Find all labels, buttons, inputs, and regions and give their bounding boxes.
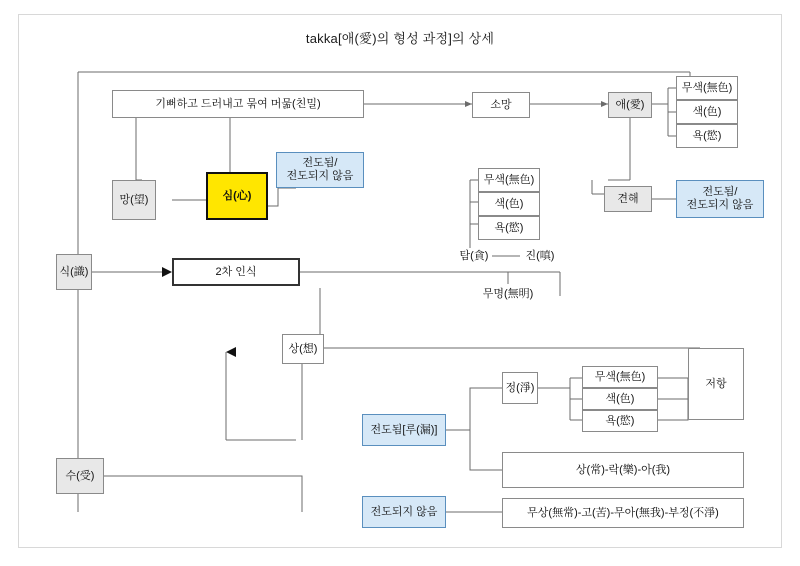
node-label: 심(心): [222, 189, 252, 202]
node-musaek-mid[interactable]: [478, 168, 540, 192]
node-label: 욕(慾): [692, 129, 722, 142]
node-label: 기뻐하고 드러내고 묶여 머묾(친밀): [155, 97, 321, 110]
node-label: 색(色): [692, 105, 722, 118]
node-somang[interactable]: [472, 92, 530, 118]
node-label: 무색(無色): [594, 370, 646, 383]
node-yok-top[interactable]: [676, 124, 738, 148]
node-yok-bot[interactable]: [582, 410, 658, 432]
node-musang-chain[interactable]: [502, 498, 744, 528]
node-label-line1: 전도됨/: [702, 186, 738, 199]
node-jeondo-not[interactable]: [362, 496, 446, 528]
node-label-line1: 전도됨/: [302, 157, 338, 170]
node-jeondo-note-top[interactable]: [276, 152, 364, 188]
node-label: 욕(慾): [605, 414, 635, 427]
node-label: 색(色): [605, 392, 635, 405]
node-label: 진(嗔): [525, 249, 555, 262]
node-label: 2차 인식: [215, 265, 257, 278]
node-second-cognition[interactable]: [172, 258, 300, 286]
node-label: 무명(無明): [482, 287, 534, 300]
node-saek-bot[interactable]: [582, 388, 658, 410]
node-label: 소망: [490, 98, 512, 111]
node-label: 전도됨[루(漏)]: [370, 423, 438, 436]
node-saek-top[interactable]: [676, 100, 738, 124]
node-label: 수(受): [65, 469, 95, 482]
node-jeohang[interactable]: [688, 348, 744, 420]
node-mumyeong[interactable]: [470, 284, 546, 304]
node-jeong[interactable]: [502, 372, 538, 404]
node-musaek-top[interactable]: [676, 76, 738, 100]
node-yok-mid[interactable]: [478, 216, 540, 240]
node-musaek-bot[interactable]: [582, 366, 658, 388]
node-label-line2: 전도되지 않음: [286, 170, 354, 182]
node-label: 욕(慾): [494, 221, 524, 234]
node-joy-intimacy[interactable]: [112, 90, 364, 118]
node-sang-thought[interactable]: [282, 334, 324, 364]
node-label: 저항: [705, 377, 727, 390]
node-label: 무상(無常)-고(苦)-무아(無我)-부정(不淨): [527, 506, 719, 519]
node-label: 무색(無色): [681, 81, 733, 94]
node-sik[interactable]: [56, 254, 92, 290]
node-label: 애(愛): [615, 98, 645, 111]
node-label: 정(淨): [505, 381, 535, 394]
node-label: 색(色): [494, 197, 524, 210]
node-sang-rak-a[interactable]: [502, 452, 744, 488]
node-su[interactable]: [56, 458, 104, 494]
node-label: 견해: [617, 192, 639, 205]
node-tam[interactable]: [452, 246, 496, 266]
node-jeondo-ru[interactable]: [362, 414, 446, 446]
node-sim[interactable]: [206, 172, 268, 220]
node-label: 식(識): [59, 265, 89, 278]
node-label-line2: 전도되지 않음: [686, 199, 754, 211]
node-label: 탐(貪): [459, 249, 489, 262]
node-gyeonhae[interactable]: [604, 186, 652, 212]
node-jeondo-note-right[interactable]: [676, 180, 764, 218]
node-label: 상(想): [288, 342, 318, 355]
page-title: takka[애(愛)의 형성 과정]의 상세: [305, 31, 495, 46]
node-label: 전도되지 않음: [370, 505, 438, 518]
node-jin[interactable]: [518, 246, 562, 266]
node-mang[interactable]: [112, 180, 156, 220]
node-label: 망(望): [119, 193, 149, 206]
node-ae[interactable]: [608, 92, 652, 118]
node-saek-mid[interactable]: [478, 192, 540, 216]
node-label: 상(常)-락(樂)-아(我): [575, 463, 671, 476]
node-label: 무색(無色): [483, 173, 535, 186]
